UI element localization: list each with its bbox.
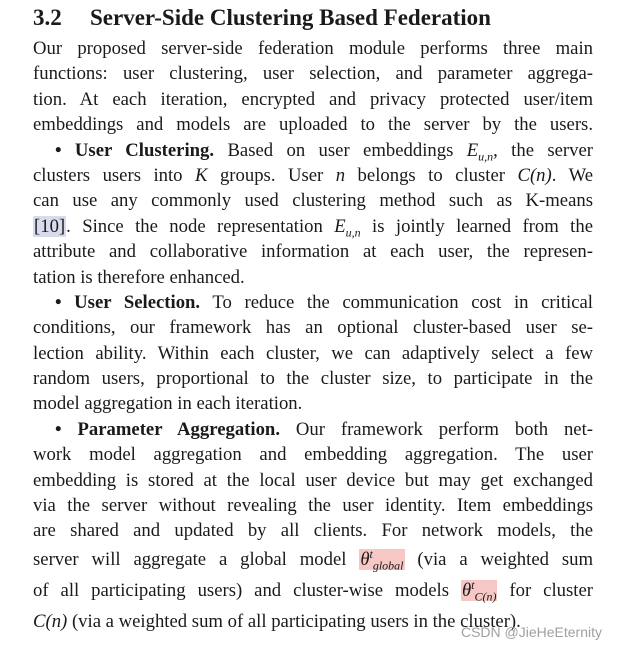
text-line: embeddings and models are uploaded to the server by the users.	[33, 114, 593, 136]
math-E: E	[334, 215, 346, 237]
text-line	[33, 544, 593, 576]
text-span: server will aggregate a global model	[33, 548, 360, 570]
text-line: attribute and collaborative information at each user, the represen-	[33, 241, 593, 263]
text-line: tion. At each iteration, encrypted and privacy protected user/item	[33, 88, 593, 110]
text-span: clusters users into	[33, 164, 195, 186]
text-span: Based on user embeddings	[227, 139, 467, 161]
math-theta: θ	[360, 548, 370, 570]
math-Cn: C(n)	[517, 164, 552, 186]
section-heading	[33, 4, 593, 32]
text-line: Our proposed server-side federation module performs three main	[33, 38, 593, 59]
text-span: belongs to cluster	[345, 164, 518, 186]
math-n: n	[335, 164, 346, 186]
text-line	[33, 138, 593, 163]
text-span: . We	[551, 164, 593, 186]
math-subscript: C(n)	[474, 589, 497, 604]
text-line: conditions, our framework has an optional cluster-based user se-	[33, 317, 593, 339]
user-selection-paragraph	[33, 290, 593, 417]
text-span: (via a weighted sum of all participating users in the cluster).	[67, 610, 521, 632]
text-span: To reduce the communication cost in critical	[212, 291, 593, 313]
math-E: E	[466, 139, 479, 161]
intro-paragraph	[33, 36, 593, 138]
math-subscript: global	[372, 558, 404, 573]
paper-page	[33, 0, 593, 634]
text-line: model aggregation in each iteration.	[33, 393, 303, 415]
paragraph-heading: User Selection.	[74, 291, 201, 313]
math-theta-cluster	[461, 577, 498, 604]
math-theta-global	[359, 546, 404, 573]
bullet-icon: •	[55, 291, 62, 313]
text-line: embedding is stored at the local user device but may get exchanged	[33, 469, 593, 491]
user-clustering-paragraph	[33, 138, 593, 290]
text-line: are shared and updated by all clients. For network models, the	[33, 520, 593, 542]
text-span: is jointly learned from the	[360, 215, 593, 237]
text-span: of all participating users) and cluster-wise models	[33, 579, 461, 601]
math-superscript: t	[369, 546, 373, 561]
text-line: can use any commonly used clustering method such as K-means	[33, 190, 593, 212]
math-theta: θ	[461, 579, 472, 601]
math-Cn: C(n)	[33, 610, 68, 632]
text-line	[33, 163, 593, 188]
math-subscript: u,n	[345, 225, 361, 240]
parameter-aggregation-paragraph	[33, 417, 593, 634]
text-span: (via a weighted sum	[404, 548, 594, 570]
bullet-icon: •	[55, 139, 62, 161]
math-subscript: u,n	[478, 149, 494, 164]
section-number: 3.2	[33, 5, 62, 30]
text-line: random users, proportional to the cluster size, to participate in the	[33, 368, 593, 390]
paragraph-heading: Parameter Aggregation.	[77, 418, 280, 440]
paragraph-heading: User Clustering.	[74, 139, 215, 161]
math-symbol	[334, 215, 361, 240]
text-line: via the server without revealing the user identity. Item embeddings	[33, 495, 593, 517]
citation-link[interactable]: [10]	[34, 215, 66, 237]
section-title: Server-Side Clustering Based Federation	[90, 5, 491, 30]
watermark: CSDN @JieHeEternity	[460, 624, 602, 640]
math-K: K	[195, 164, 208, 186]
text-line	[33, 214, 593, 239]
text-line: work model aggregation and embedding aggregation. The user	[33, 444, 593, 466]
text-span: . Since the node representation	[66, 215, 335, 237]
text-line	[33, 290, 593, 315]
math-superscript: t	[471, 577, 475, 592]
text-span: groups. User	[207, 164, 336, 186]
text-line	[33, 576, 593, 609]
text-span: , the server	[493, 139, 594, 161]
text-line: lection ability. Within each cluster, we can adaptively select a few	[33, 342, 593, 364]
text-span: for cluster	[497, 579, 593, 601]
text-line	[33, 417, 593, 442]
text-line: functions: user clustering, user selection, and parameter aggrega-	[33, 63, 593, 85]
text-line: tation is therefore enhanced.	[33, 266, 245, 288]
text-span: Our framework perform both net-	[295, 418, 593, 440]
math-symbol	[466, 139, 494, 164]
bullet-icon: •	[55, 418, 62, 440]
